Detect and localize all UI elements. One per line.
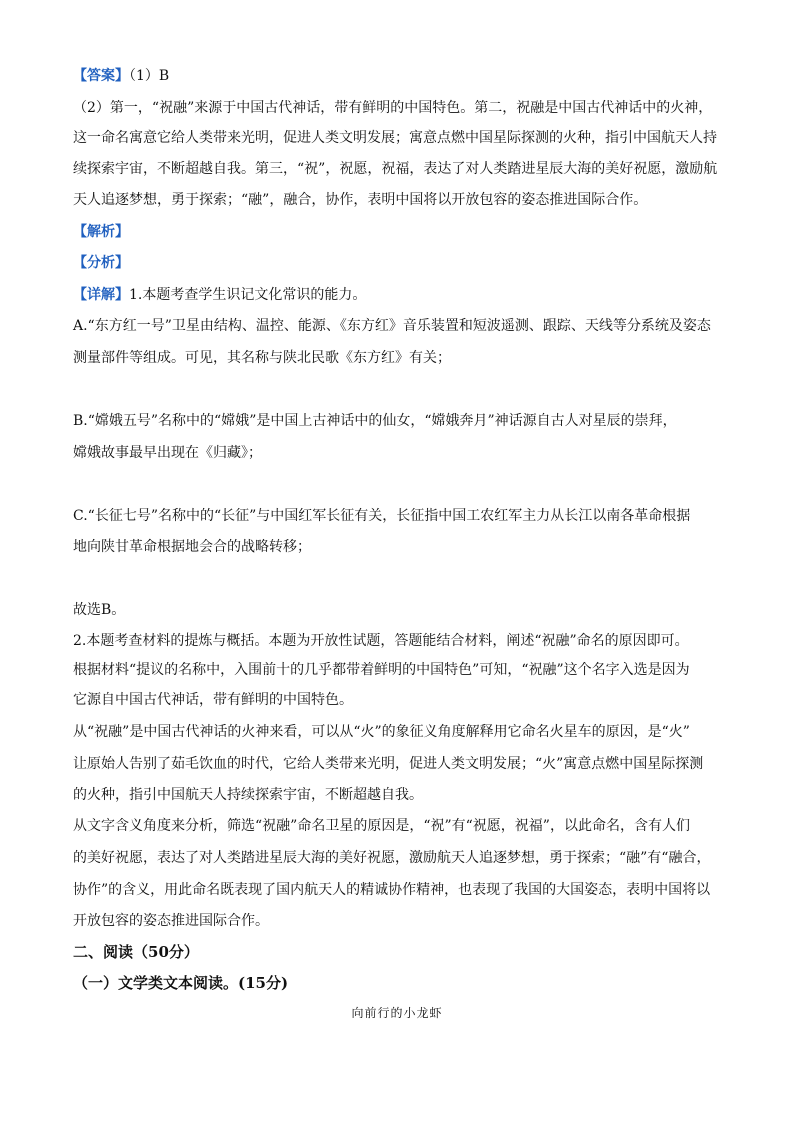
- q2-line: 2.本题考查材料的提炼与概括。本题为开放性试题，答题能结合材料，阐述“祝融”命名的原因即可。: [73, 633, 689, 649]
- q2-line: 从“祝融”是中国古代神话的火神来看，可以从“火”的象征义角度解释用它命名火星车的原因，是“火”: [73, 724, 690, 740]
- option-c-line: C.“长征七号”名称中的“长征”与中国红军长征有关，长征指中国工农红军主力从长江以南各革命根据: [73, 508, 691, 524]
- q2-line: 根据材料“提议的名称中，入围前十的几乎都带着鲜明的中国特色”可知，“祝融”这个名字入选是因为: [73, 662, 690, 678]
- option-c-line: 地向陕甘革命根据地会合的战略转移；: [73, 539, 311, 555]
- option-a-line: 测量部件等组成。可见，其名称与陕北民歌《东方红》有关；: [73, 350, 451, 366]
- section-heading: 二、阅读（50分）: [73, 943, 199, 961]
- answer-text-line: 天人追逐梦想，勇于探索；“融”，融合，协作，表明中国将以开放包容的姿态推进国际合作。: [73, 192, 648, 208]
- detail-intro: 1.本题考查学生识记文化常识的能力。: [129, 287, 367, 303]
- answer-line: [73, 66, 169, 86]
- q2-line: 开放包容的姿态推进国际合作。: [73, 913, 269, 929]
- answer-text-line: （2）第一，“祝融”来源于中国古代神话，带有鲜明的中国特色。第二，祝融是中国古代神话中的火神，: [73, 100, 713, 116]
- option-a-line: A.“东方红一号”卫星由结构、温控、能源、《东方红》音乐装置和短波遥测、跟踪、天线等分系统及姿态: [73, 318, 711, 334]
- subsection-heading: （一）文学类文本阅读。(15分): [73, 974, 289, 992]
- choice-line: 故选B。: [73, 602, 126, 618]
- answer-part1: （1）B: [129, 68, 170, 84]
- fenxi-tag: 【分析】: [73, 255, 129, 271]
- q2-line: 的美好祝愿，表达了对人类踏进星辰大海的美好祝愿，激励航天人追逐梦想，勇于探索；“融”有“融合，: [73, 850, 711, 866]
- q2-line: 协作”的含义，用此命名既表现了国内航天人的精诚协作精神，也表现了我国的大国姿态，表明中国将以: [73, 882, 711, 898]
- answer-text-line: 这一命名寓意它给人类带来光明，促进人类文明发展；寓意点燃中国星际探测的火种，指引中国航天人持: [73, 130, 717, 146]
- q2-line: 的火种，指引中国航天人持续探索宇宙，不断超越自我。: [73, 787, 423, 803]
- q2-line: 它源自中国古代神话，带有鲜明的中国特色。: [73, 692, 353, 708]
- detail-line: [73, 285, 366, 305]
- option-b-line: B.“嫦娥五号”名称中的“嫦娥”是中国上古神话中的仙女，“嫦娥奔月”神话源自古人对星辰的崇拜，: [73, 413, 677, 429]
- analysis-tag: 【解析】: [73, 224, 129, 240]
- passage-title: 向前行的小龙虾: [351, 1006, 443, 1020]
- answer-text-line: 续探索宇宙，不断超越自我。第三，“祝”，祝愿，祝福，表达了对人类踏进星辰大海的美好祝愿，激励航: [73, 161, 718, 177]
- answer-tag: 【答案】: [73, 68, 129, 84]
- detail-tag: 【详解】: [73, 287, 129, 303]
- option-b-line: 嫦娥故事最早出现在《归藏》；: [73, 445, 262, 461]
- q2-line: 让原始人告别了茹毛饮血的时代，它给人类带来光明，促进人类文明发展；“火”寓意点燃中国星际探测: [73, 756, 704, 772]
- q2-line: 从文字含义角度来分析，筛选“祝融”命名卫星的原因是，“祝”有“祝愿，祝福”，以此命名，含有人们: [73, 818, 690, 834]
